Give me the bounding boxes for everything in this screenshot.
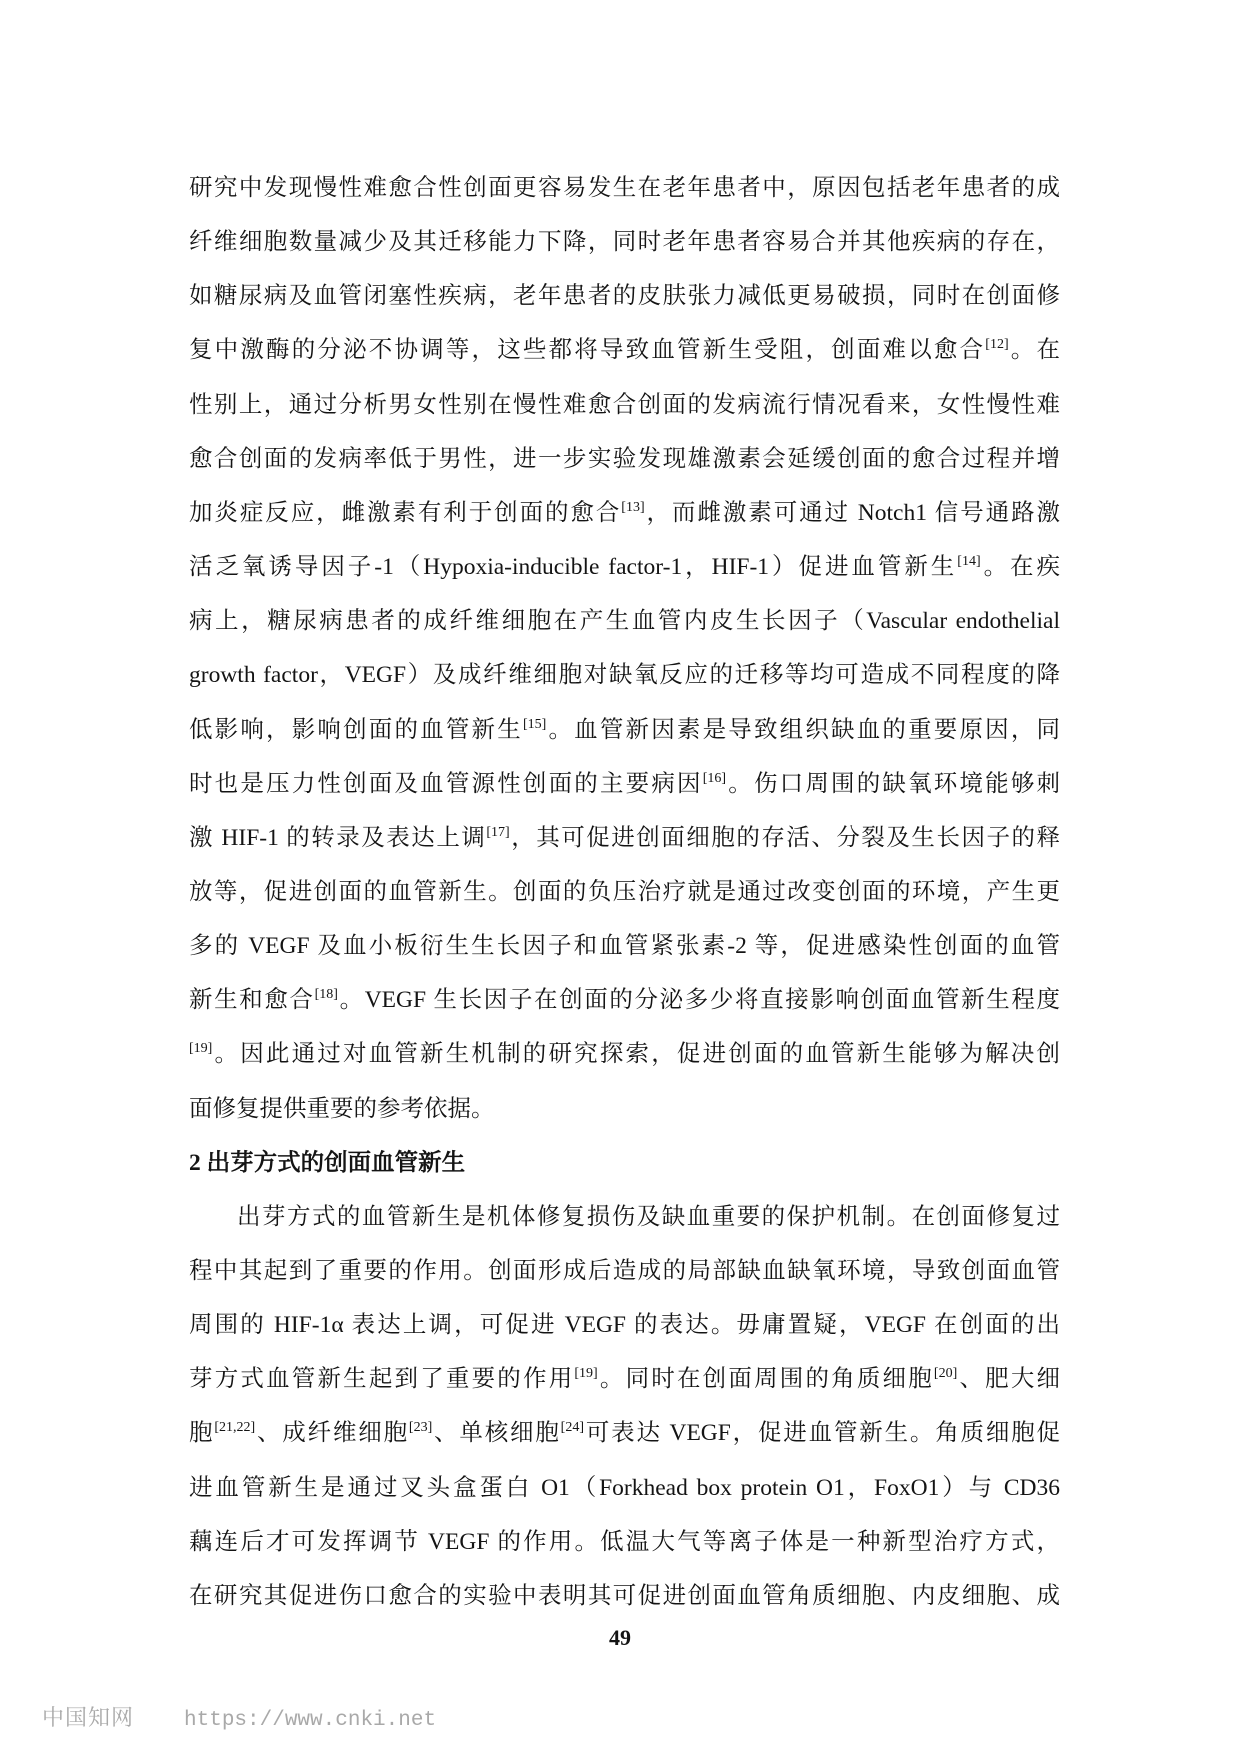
citation-superscript: [13] xyxy=(621,499,645,515)
text-line xyxy=(189,604,1060,638)
text-run: 藕连后才可发挥调节 VEGF 的作用。低温大气等离子体是一种新型治疗方式， xyxy=(189,1528,1060,1555)
text-line xyxy=(189,1037,1060,1071)
text-run: 。VEGF 生长因子在创面的分泌多少将直接影响创面血管新生程度 xyxy=(337,987,1060,1014)
text-line xyxy=(189,1092,1060,1126)
text-run: 。伤口周围的缺氧环境能够刺 xyxy=(726,770,1060,797)
text-run: 活乏氧诱导因子-1（Hypoxia-inducible factor-1，HIF-1）促进血管新生 xyxy=(189,554,958,581)
text-run: 出芽方式的血管新生是机体修复损伤及缺血重要的保护机制。在创面修复过 xyxy=(237,1203,1060,1230)
text-line xyxy=(189,1362,1060,1396)
citation-superscript: [19] xyxy=(189,1041,213,1057)
citation-superscript: [16] xyxy=(702,770,727,786)
citation-superscript: [21,22] xyxy=(214,1420,256,1436)
citation-superscript: [12] xyxy=(985,337,1009,353)
text-run: 愈合创面的发病率低于男性，进一步实验发现雄激素会延缓创面的愈合过程并增 xyxy=(189,445,1060,472)
text-run: 胞 xyxy=(189,1420,215,1447)
text-line xyxy=(189,442,1060,476)
text-run: 复中激酶的分泌不协调等，这些都将导致血管新生受阻，创面难以愈合 xyxy=(189,337,986,364)
citation-superscript: [20] xyxy=(933,1366,958,1382)
text-run: ，其可促进创面细胞的存活、分裂及生长因子的释 xyxy=(509,824,1060,851)
text-line xyxy=(189,1254,1060,1288)
citation-superscript: [14] xyxy=(957,554,981,570)
text-run: 、肥大细 xyxy=(957,1366,1060,1393)
text-run: 在研究其促进伤口愈合的实验中表明其可促进创面血管角质细胞、内皮细胞、成 xyxy=(189,1582,1060,1609)
text-run: 纤维细胞数量减少及其迁移能力下降，同时老年患者容易合并其他疾病的存在， xyxy=(189,229,1060,256)
text-run: 。同时在创面周围的角质细胞 xyxy=(597,1366,934,1393)
text-run: 可表达 VEGF，促进血管新生。角质细胞促 xyxy=(584,1420,1060,1447)
text-run: 、成纤维细胞 xyxy=(255,1420,409,1447)
text-line xyxy=(189,983,1060,1017)
text-line xyxy=(189,767,1060,801)
text-run: 时也是压力性创面及血管源性创面的主要病因 xyxy=(189,770,703,797)
text-line xyxy=(189,1471,1060,1505)
watermark-url: https://www.cnki.net xyxy=(184,1709,437,1732)
text-line xyxy=(189,713,1060,747)
citation-superscript: [23] xyxy=(408,1420,433,1436)
text-run: 。因此通过对血管新生机制的研究探索，促进创面的血管新生能够为解决创 xyxy=(212,1041,1060,1068)
text-run: growth factor，VEGF）及成纤维细胞对缺氧反应的迁移等均可造成不同程度的降 xyxy=(189,662,1060,689)
text-line xyxy=(189,279,1060,313)
text-run: 、单核细胞 xyxy=(432,1420,561,1447)
text-run: 加炎症反应，雌激素有利于创面的愈合 xyxy=(189,499,622,526)
text-run: 病上，糖尿病患者的成纤维细胞在产生血管内皮生长因子（Vascular endothelial xyxy=(189,608,1060,635)
text-run: 低影响，影响创面的血管新生 xyxy=(189,716,523,743)
text-line xyxy=(189,875,1060,909)
text-run: 芽方式血管新生起到了重要的作用 xyxy=(189,1366,575,1393)
text-line xyxy=(189,1200,1060,1234)
text-line xyxy=(189,1308,1060,1342)
text-run: 研究中发现慢性难愈合性创面更容易发生在老年患者中，原因包括老年患者的成 xyxy=(189,175,1060,201)
text-line xyxy=(189,333,1060,367)
page-number: 49 xyxy=(609,1625,631,1650)
citation-superscript: [19] xyxy=(574,1366,598,1382)
text-run: 。在 xyxy=(1008,337,1060,364)
text-run: 如糖尿病及血管闭塞性疾病，老年患者的皮肤张力减低更易破损，同时在创面修 xyxy=(189,283,1060,310)
text-run: 周围的 HIF-1α 表达上调，可促进 VEGF 的表达。毋庸置疑，VEGF 在创面的出 xyxy=(189,1312,1060,1339)
text-line xyxy=(189,1579,1060,1613)
citation-superscript: [18] xyxy=(314,987,338,1003)
text-line xyxy=(189,658,1060,692)
text-run: 。在疾 xyxy=(980,554,1060,581)
citation-superscript: [15] xyxy=(522,716,547,732)
text-run: ，而雌激素可通过 Notch1 信号通路激 xyxy=(644,499,1060,526)
text-run: 放等，促进创面的血管新生。创面的负压治疗就是通过改变创面的环境，产生更 xyxy=(189,878,1060,905)
section-heading: 2 出芽方式的创面血管新生 xyxy=(189,1150,466,1176)
text-line xyxy=(189,1525,1060,1559)
text-line xyxy=(189,1416,1060,1450)
text-run: 性别上，通过分析男女性别在慢性难愈合创面的发病流行情况看来，女性慢性难 xyxy=(189,391,1060,418)
citation-superscript: [24] xyxy=(560,1420,584,1436)
text-line xyxy=(189,550,1060,584)
text-line xyxy=(189,171,1060,205)
watermark xyxy=(42,1704,436,1734)
text-run: 激 HIF-1 的转录及表达上调 xyxy=(189,824,487,851)
text-run: 新生和愈合 xyxy=(189,987,315,1014)
text-run: 多的 VEGF 及血小板衍生生长因子和血管紧张素-2 等，促进感染性创面的血管 xyxy=(189,933,1060,960)
watermark-site-name: 中国知网 xyxy=(42,1706,135,1731)
text-line xyxy=(189,496,1060,530)
text-run: 程中其起到了重要的作用。创面形成后造成的局部缺血缺氧环境，导致创面血管 xyxy=(189,1258,1060,1284)
text-run: 面修复提供重要的参考依据。 xyxy=(189,1095,495,1122)
text-run: 。血管新因素是导致组织缺血的重要原因，同 xyxy=(546,716,1060,743)
text-line xyxy=(189,225,1060,259)
text-line xyxy=(189,388,1060,422)
text-line xyxy=(189,821,1060,855)
citation-superscript: [17] xyxy=(486,824,510,840)
text-line xyxy=(189,929,1060,963)
text-run: 进血管新生是通过叉头盒蛋白 O1（Forkhead box protein O1，FoxO1）与 CD36 xyxy=(189,1474,1060,1501)
